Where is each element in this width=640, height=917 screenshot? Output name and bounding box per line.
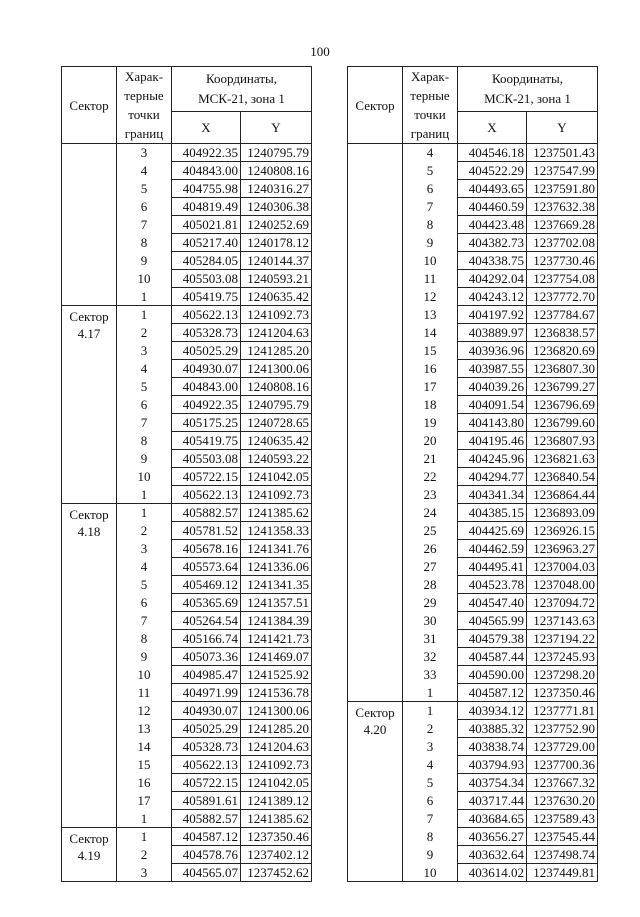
- coord-y: 1240728.65: [241, 414, 312, 432]
- coord-x: 403656.27: [458, 828, 527, 846]
- coord-y: 1237702.08: [527, 234, 598, 252]
- coord-y: 1236821.63: [527, 450, 598, 468]
- coord-y: 1237630.20: [527, 792, 598, 810]
- point-number: 22: [403, 468, 458, 486]
- coord-y: 1240808.16: [241, 162, 312, 180]
- coord-y: 1237245.93: [527, 648, 598, 666]
- coord-x: 404385.15: [458, 504, 527, 522]
- coord-y: 1236840.54: [527, 468, 598, 486]
- coord-y: 1237667.32: [527, 774, 598, 792]
- coord-x: 404294.77: [458, 468, 527, 486]
- coord-y: 1241300.06: [241, 702, 312, 720]
- coord-x: 403934.12: [458, 702, 527, 720]
- coord-y: 1237772.70: [527, 288, 598, 306]
- coord-y: 1236807.30: [527, 360, 598, 378]
- coord-y: 1237700.36: [527, 756, 598, 774]
- point-number: 29: [403, 594, 458, 612]
- coord-x: 405365.69: [172, 594, 241, 612]
- point-number: 30: [403, 612, 458, 630]
- coord-x: 403885.32: [458, 720, 527, 738]
- coord-x: 404341.34: [458, 486, 527, 504]
- coord-x: 404590.00: [458, 666, 527, 684]
- coord-y: 1237094.72: [527, 594, 598, 612]
- point-number: 10: [117, 270, 172, 288]
- point-number: 5: [117, 576, 172, 594]
- coord-x: 404755.98: [172, 180, 241, 198]
- coord-x: 405882.57: [172, 504, 241, 522]
- coord-y: 1237298.20: [527, 666, 598, 684]
- coord-y: 1241357.51: [241, 594, 312, 612]
- coord-y: 1237669.28: [527, 216, 598, 234]
- coord-x: 404587.44: [458, 648, 527, 666]
- point-number: 9: [403, 234, 458, 252]
- point-number: 1: [403, 684, 458, 702]
- coord-x: 405025.29: [172, 342, 241, 360]
- table-row: [62, 306, 312, 324]
- point-number: 6: [403, 180, 458, 198]
- coord-y: 1236796.69: [527, 396, 598, 414]
- point-number: 1: [117, 288, 172, 306]
- point-number: 26: [403, 540, 458, 558]
- coord-x: 404195.46: [458, 432, 527, 450]
- coord-y: 1237754.08: [527, 270, 598, 288]
- coord-x: 404292.04: [458, 270, 527, 288]
- point-number: 1: [117, 828, 172, 846]
- table-row: [348, 144, 598, 162]
- point-number: 25: [403, 522, 458, 540]
- coord-y: 1237591.80: [527, 180, 598, 198]
- coord-x: 404522.29: [458, 162, 527, 180]
- coord-x: 404523.78: [458, 576, 527, 594]
- coord-x: 404971.99: [172, 684, 241, 702]
- point-number: 1: [117, 306, 172, 324]
- point-number: 1: [117, 504, 172, 522]
- coord-x: 405419.75: [172, 288, 241, 306]
- point-number: 18: [403, 396, 458, 414]
- point-number: 31: [403, 630, 458, 648]
- coord-x: 404197.92: [458, 306, 527, 324]
- point-number: 2: [117, 324, 172, 342]
- coord-y: 1241092.73: [241, 486, 312, 504]
- coord-x: 405073.36: [172, 648, 241, 666]
- coord-y: 1240635.42: [241, 288, 312, 306]
- point-number: 15: [117, 756, 172, 774]
- coord-x: 404495.41: [458, 558, 527, 576]
- coord-x: 404579.38: [458, 630, 527, 648]
- coord-y: 1237143.63: [527, 612, 598, 630]
- coord-x: 404462.59: [458, 540, 527, 558]
- coord-y: 1240593.22: [241, 450, 312, 468]
- coord-x: 404843.00: [172, 378, 241, 396]
- coord-x: 404382.73: [458, 234, 527, 252]
- coord-x: 405722.15: [172, 468, 241, 486]
- point-number: 6: [117, 594, 172, 612]
- point-number: 32: [403, 648, 458, 666]
- coord-x: 405622.13: [172, 306, 241, 324]
- coord-x: 405419.75: [172, 432, 241, 450]
- coord-x: 405722.15: [172, 774, 241, 792]
- coord-x: 404843.00: [172, 162, 241, 180]
- coord-y: 1241285.20: [241, 720, 312, 738]
- coord-y: 1241358.33: [241, 522, 312, 540]
- point-number: 13: [403, 306, 458, 324]
- table-row: [62, 144, 312, 162]
- point-number: 8: [117, 432, 172, 450]
- point-number: 10: [117, 666, 172, 684]
- coord-x: 404547.40: [458, 594, 527, 612]
- point-number: 21: [403, 450, 458, 468]
- coord-x: 403794.93: [458, 756, 527, 774]
- header-points: Харак- терные точки границ: [403, 67, 458, 144]
- coord-y: 1237004.03: [527, 558, 598, 576]
- header-sector: Сектор: [348, 67, 403, 144]
- coord-y: 1236799.27: [527, 378, 598, 396]
- coord-x: 403889.97: [458, 324, 527, 342]
- point-number: 27: [403, 558, 458, 576]
- point-number: 23: [403, 486, 458, 504]
- point-number: 14: [117, 738, 172, 756]
- point-number: 3: [117, 540, 172, 558]
- coord-x: 404039.26: [458, 378, 527, 396]
- coord-x: 405882.57: [172, 810, 241, 828]
- header-y: Y: [527, 112, 598, 144]
- coord-x: 404143.80: [458, 414, 527, 432]
- coord-y: 1240808.16: [241, 378, 312, 396]
- coord-x: 404565.99: [458, 612, 527, 630]
- point-number: 9: [403, 846, 458, 864]
- coord-y: 1237501.43: [527, 144, 598, 162]
- point-number: 2: [117, 522, 172, 540]
- point-number: 10: [403, 252, 458, 270]
- point-number: 6: [403, 792, 458, 810]
- coord-x: 405166.74: [172, 630, 241, 648]
- point-number: 6: [117, 198, 172, 216]
- coord-x: 405622.13: [172, 486, 241, 504]
- coord-y: 1236893.09: [527, 504, 598, 522]
- coord-y: 1241389.12: [241, 792, 312, 810]
- point-number: 5: [117, 378, 172, 396]
- coord-y: 1237545.44: [527, 828, 598, 846]
- coord-y: 1241385.62: [241, 504, 312, 522]
- point-number: 8: [403, 828, 458, 846]
- coord-x: 404565.07: [172, 864, 241, 882]
- point-number: 3: [117, 864, 172, 882]
- sector-cell: [62, 144, 117, 306]
- coord-y: 1241042.05: [241, 468, 312, 486]
- header-x: X: [458, 112, 527, 144]
- coord-y: 1237752.90: [527, 720, 598, 738]
- coord-x: 405217.40: [172, 234, 241, 252]
- point-number: 3: [117, 144, 172, 162]
- coord-y: 1241536.78: [241, 684, 312, 702]
- coord-y: 1241092.73: [241, 756, 312, 774]
- coord-y: 1240635.42: [241, 432, 312, 450]
- coord-y: 1241285.20: [241, 342, 312, 360]
- point-number: 3: [403, 738, 458, 756]
- coord-y: 1237589.43: [527, 810, 598, 828]
- point-number: 4: [117, 360, 172, 378]
- point-number: 3: [117, 342, 172, 360]
- header-y: Y: [241, 112, 312, 144]
- point-number: 11: [403, 270, 458, 288]
- coord-x: 403987.55: [458, 360, 527, 378]
- coord-x: 405328.73: [172, 738, 241, 756]
- coord-x: 404930.07: [172, 702, 241, 720]
- point-number: 10: [403, 864, 458, 882]
- coord-x: 404930.07: [172, 360, 241, 378]
- point-number: 6: [117, 396, 172, 414]
- point-number: 10: [117, 468, 172, 486]
- point-number: 16: [117, 774, 172, 792]
- coord-x: 403838.74: [458, 738, 527, 756]
- coord-y: 1241421.73: [241, 630, 312, 648]
- coord-x: 404819.49: [172, 198, 241, 216]
- table-row: [62, 504, 312, 522]
- point-number: 28: [403, 576, 458, 594]
- coord-y: 1237729.00: [527, 738, 598, 756]
- coord-x: 403754.34: [458, 774, 527, 792]
- coord-x: 405025.29: [172, 720, 241, 738]
- sector-cell: Сектор 4.18: [62, 504, 117, 828]
- point-number: 1: [117, 810, 172, 828]
- coord-y: 1240795.79: [241, 396, 312, 414]
- coord-y: 1240795.79: [241, 144, 312, 162]
- coord-x: 405622.13: [172, 756, 241, 774]
- coord-y: 1241336.06: [241, 558, 312, 576]
- point-number: 14: [403, 324, 458, 342]
- coord-x: 403936.96: [458, 342, 527, 360]
- header-coordinates: Координаты, МСК-21, зона 1: [458, 67, 598, 112]
- coord-y: 1241042.05: [241, 774, 312, 792]
- coord-y: 1241341.35: [241, 576, 312, 594]
- coord-y: 1237771.81: [527, 702, 598, 720]
- coord-x: 405781.52: [172, 522, 241, 540]
- point-number: 7: [403, 198, 458, 216]
- coord-y: 1240593.21: [241, 270, 312, 288]
- point-number: 1: [403, 702, 458, 720]
- point-number: 7: [403, 810, 458, 828]
- point-number: 11: [117, 684, 172, 702]
- coord-x: 404245.96: [458, 450, 527, 468]
- coord-y: 1241092.73: [241, 306, 312, 324]
- point-number: 12: [117, 702, 172, 720]
- coord-x: 404425.69: [458, 522, 527, 540]
- coord-x: 404338.75: [458, 252, 527, 270]
- coord-y: 1237402.12: [241, 846, 312, 864]
- coord-y: 1241300.06: [241, 360, 312, 378]
- point-number: 2: [403, 720, 458, 738]
- coord-y: 1237452.62: [241, 864, 312, 882]
- point-number: 7: [117, 612, 172, 630]
- coord-y: 1237547.99: [527, 162, 598, 180]
- coord-y: 1237194.22: [527, 630, 598, 648]
- header-x: X: [172, 112, 241, 144]
- point-number: 5: [403, 774, 458, 792]
- point-number: 2: [117, 846, 172, 864]
- coord-y: 1237449.81: [527, 864, 598, 882]
- coord-x: 404423.48: [458, 216, 527, 234]
- coord-x: 404922.35: [172, 144, 241, 162]
- point-number: 9: [117, 648, 172, 666]
- coord-y: 1241204.63: [241, 324, 312, 342]
- coord-y: 1237048.00: [527, 576, 598, 594]
- point-number: 7: [117, 216, 172, 234]
- coord-x: 403614.02: [458, 864, 527, 882]
- coord-x: 405284.05: [172, 252, 241, 270]
- point-number: 17: [117, 792, 172, 810]
- coord-x: 404922.35: [172, 396, 241, 414]
- coord-y: 1237350.46: [241, 828, 312, 846]
- page-number: 100: [310, 44, 330, 59]
- point-number: 8: [403, 216, 458, 234]
- sector-cell: [348, 144, 403, 702]
- coord-x: 404243.12: [458, 288, 527, 306]
- coord-x: 405328.73: [172, 324, 241, 342]
- coord-x: 405573.64: [172, 558, 241, 576]
- coord-x: 403632.64: [458, 846, 527, 864]
- point-number: 16: [403, 360, 458, 378]
- sector-cell: Сектор 4.20: [348, 702, 403, 882]
- coord-x: 405175.25: [172, 414, 241, 432]
- coordinates-table-left: [61, 66, 312, 882]
- point-number: 12: [403, 288, 458, 306]
- sector-cell: Сектор 4.17: [62, 306, 117, 504]
- header-coordinates: Координаты, МСК-21, зона 1: [172, 67, 312, 112]
- coord-y: 1236820.69: [527, 342, 598, 360]
- coord-x: 404460.59: [458, 198, 527, 216]
- coord-x: 404493.65: [458, 180, 527, 198]
- coord-y: 1237350.46: [527, 684, 598, 702]
- point-number: 17: [403, 378, 458, 396]
- point-number: 4: [403, 144, 458, 162]
- point-number: 15: [403, 342, 458, 360]
- coord-x: 405678.16: [172, 540, 241, 558]
- point-number: 9: [117, 252, 172, 270]
- point-number: 5: [117, 180, 172, 198]
- point-number: 5: [403, 162, 458, 180]
- coord-y: 1241204.63: [241, 738, 312, 756]
- coord-x: 404091.54: [458, 396, 527, 414]
- coord-x: 403684.65: [458, 810, 527, 828]
- coord-x: 404587.12: [458, 684, 527, 702]
- point-number: 1: [117, 486, 172, 504]
- coord-y: 1240316.27: [241, 180, 312, 198]
- coord-y: 1236864.44: [527, 486, 598, 504]
- point-number: 4: [117, 558, 172, 576]
- coord-x: 405021.81: [172, 216, 241, 234]
- sector-cell: Сектор 4.19: [62, 828, 117, 882]
- point-number: 33: [403, 666, 458, 684]
- point-number: 20: [403, 432, 458, 450]
- coord-y: 1237498.74: [527, 846, 598, 864]
- point-number: 4: [403, 756, 458, 774]
- coord-y: 1240306.38: [241, 198, 312, 216]
- coord-y: 1236926.15: [527, 522, 598, 540]
- coord-x: 405503.08: [172, 450, 241, 468]
- coord-y: 1241341.76: [241, 540, 312, 558]
- coord-x: 405469.12: [172, 576, 241, 594]
- coord-x: 404587.12: [172, 828, 241, 846]
- coordinates-table-right: [347, 66, 598, 882]
- point-number: 9: [117, 450, 172, 468]
- table-row: [348, 702, 598, 720]
- header-points: Харак- терные точки границ: [117, 67, 172, 144]
- table-row: [62, 828, 312, 846]
- coord-y: 1237632.38: [527, 198, 598, 216]
- coord-x: 404578.76: [172, 846, 241, 864]
- header-sector: Сектор: [62, 67, 117, 144]
- coord-x: 404546.18: [458, 144, 527, 162]
- coord-y: 1236963.27: [527, 540, 598, 558]
- coord-x: 405503.08: [172, 270, 241, 288]
- coord-y: 1236838.57: [527, 324, 598, 342]
- point-number: 13: [117, 720, 172, 738]
- point-number: 19: [403, 414, 458, 432]
- coord-x: 405891.61: [172, 792, 241, 810]
- coord-y: 1237730.46: [527, 252, 598, 270]
- point-number: 8: [117, 630, 172, 648]
- coord-x: 404985.47: [172, 666, 241, 684]
- coord-y: 1241525.92: [241, 666, 312, 684]
- coord-y: 1240144.37: [241, 252, 312, 270]
- coord-x: 405264.54: [172, 612, 241, 630]
- coord-y: 1236799.60: [527, 414, 598, 432]
- point-number: 8: [117, 234, 172, 252]
- coord-y: 1236807.93: [527, 432, 598, 450]
- point-number: 7: [117, 414, 172, 432]
- coord-y: 1241469.07: [241, 648, 312, 666]
- coord-y: 1237784.67: [527, 306, 598, 324]
- coord-y: 1241384.39: [241, 612, 312, 630]
- coord-x: 403717.44: [458, 792, 527, 810]
- coord-y: 1240178.12: [241, 234, 312, 252]
- coord-y: 1240252.69: [241, 216, 312, 234]
- point-number: 4: [117, 162, 172, 180]
- point-number: 24: [403, 504, 458, 522]
- coord-y: 1241385.62: [241, 810, 312, 828]
